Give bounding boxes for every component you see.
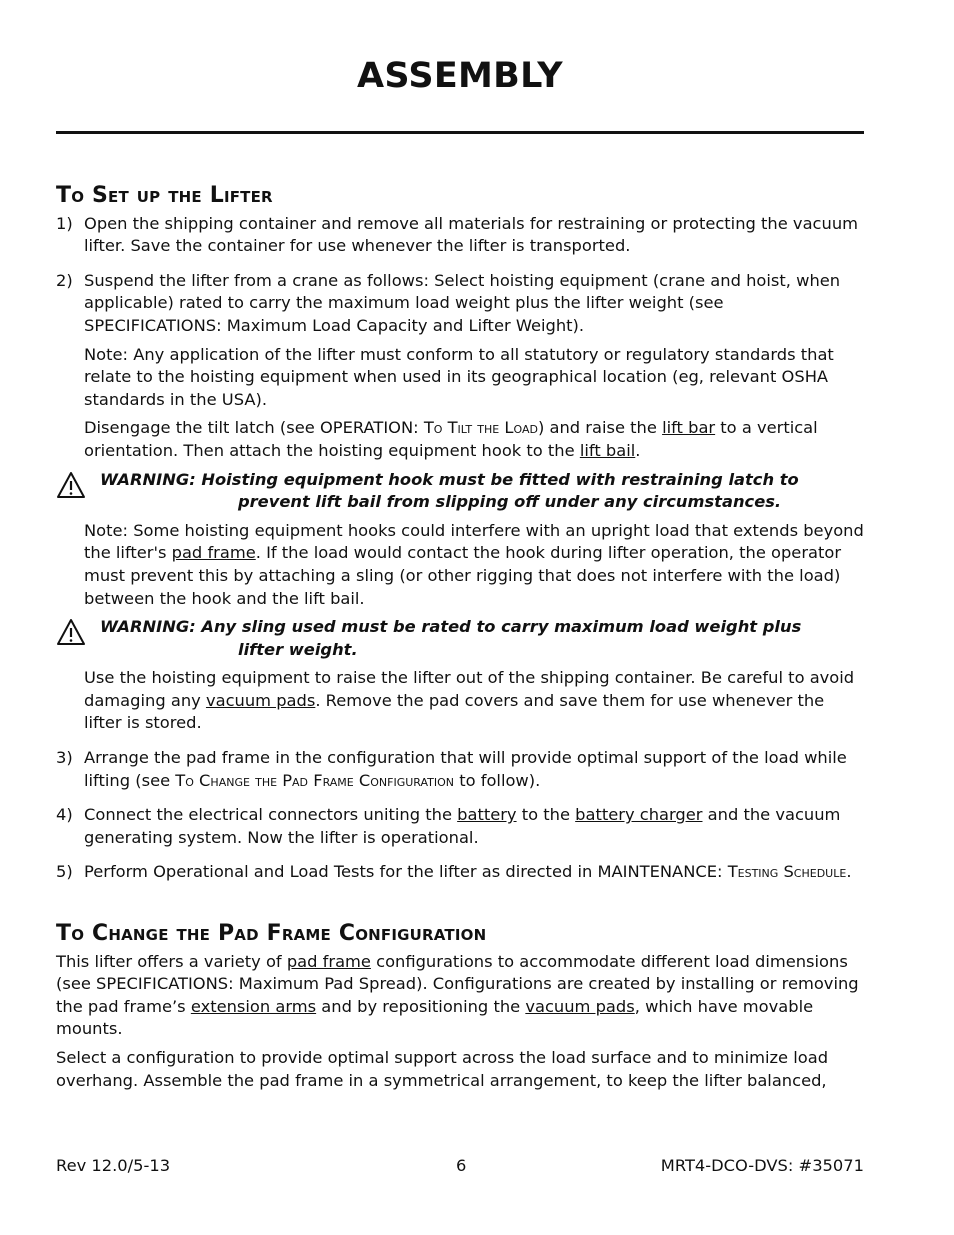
- text-run: configurations to accommodate different load dimensions (see SPECIFICATIONS: Maximum Pad Spread). Configurations are created by installing or removing the pad frame’s: [56, 951, 859, 1016]
- text-run: Connect the electrical connectors uniting the: [84, 805, 458, 825]
- text-run: . If the load would contact the hook during lifter operation, the operator must prevent this by attaching a sling (or other rigging that does not interfere with the load) between the hook and the lift bail.: [84, 543, 842, 608]
- section-heading-change-pad-frame: To Change the Pad Frame Configuration: [56, 921, 487, 947]
- text-run: Use the hoisting equipment to raise the lifter out of the shipping container. Be careful to avoid damaging any: [84, 668, 855, 710]
- text-run: Perform Operational and Load Tests for the lifter as directed in MAINTENANCE:: [84, 862, 728, 882]
- text-run: .: [846, 862, 852, 882]
- warning-line: WARNING: Hoisting equipment hook must be fitted with restraining latch to: [100, 469, 799, 489]
- text-run: Note: Some hoisting equipment hooks could interfere with an upright load that extends beyond the lifter's: [84, 520, 864, 563]
- warning-text: [100, 469, 866, 514]
- warning-line: prevent lift bail from slipping off under any circumstances.: [238, 492, 782, 512]
- term-battery: battery: [457, 805, 517, 825]
- cross-reference: Testing Schedule: [727, 862, 847, 882]
- list-number: 2): [56, 270, 73, 290]
- list-item-text: Suspend the lifter from a crane as follows: Select hoisting equipment (crane and hoist, when applicable) rated to carry the maximum load weight plus the lifter weight (see SPECIFICATIONS: Maximum Load Capacity and Lifter Weight).: [84, 270, 841, 335]
- list-item: [56, 804, 866, 849]
- list-item: [56, 861, 866, 884]
- term-vacuum-pads: vacuum pads: [525, 996, 635, 1016]
- warning-block: [56, 469, 866, 514]
- warning-line: WARNING: Any sling used must be rated to carry maximum load weight plus: [100, 617, 802, 637]
- note-paragraph: Note: Any application of the lifter must conform to all statutory or regulatory standards that relate to the hoisting equipment when used in its geographical location (eg, relevant OSHA standards in the USA).: [84, 344, 834, 409]
- warning-triangle-icon: [56, 469, 100, 514]
- term-extension-arms: extension arms: [190, 996, 317, 1016]
- text-run: to the: [516, 805, 576, 825]
- text-run: .: [635, 440, 641, 460]
- list-item-body: [84, 270, 866, 735]
- list-item-text: [84, 747, 866, 792]
- cross-reference: To Change the Pad Frame Configuration: [175, 770, 455, 790]
- term-pad-frame: pad frame: [171, 543, 256, 563]
- list-item: [56, 747, 866, 792]
- text-run: to a vertical orientation. Then attach the hoisting equipment hook to the: [84, 418, 818, 460]
- revision-label: Rev 12.0/5-13: [56, 1156, 171, 1175]
- list-item: [56, 270, 866, 735]
- text-run: This lifter offers a variety of: [56, 951, 287, 971]
- page-title: ASSEMBLY: [357, 56, 563, 96]
- body-paragraph: [56, 951, 866, 1041]
- list-number: 1): [56, 213, 73, 233]
- warning-line: lifter weight.: [238, 639, 358, 659]
- list-item-text: [84, 804, 866, 849]
- cross-reference: To Tilt the Load: [423, 418, 538, 438]
- list-item: [56, 213, 866, 258]
- text-run: and by repositioning the: [316, 996, 526, 1016]
- page-footer: [56, 1156, 864, 1180]
- list-number: 4): [56, 805, 73, 825]
- warning-block: [56, 616, 866, 661]
- text-run: Disengage the tilt latch (see OPERATION:: [84, 418, 424, 438]
- text-run: , which have movable mounts.: [56, 996, 814, 1039]
- term-lift-bar: lift bar: [662, 418, 716, 438]
- note-paragraph: [84, 520, 866, 610]
- list-item-text: Open the shipping container and remove all materials for restraining or protecting the vacuum lifter. Save the container for use whenever the lifter is transported.: [84, 213, 858, 256]
- list-item-text: [84, 861, 866, 884]
- title-divider: [56, 131, 864, 134]
- term-battery-charger: battery charger: [575, 805, 703, 825]
- term-pad-frame: pad frame: [286, 951, 371, 971]
- warning-text: [100, 616, 866, 661]
- text-run: ) and raise the: [537, 418, 663, 438]
- document-id: MRT4-DCO-DVS: #35071: [660, 1156, 864, 1175]
- page-number: 6: [456, 1156, 467, 1175]
- list-number: 3): [56, 748, 73, 768]
- text-run: to follow).: [454, 770, 541, 790]
- instruction-paragraph: [84, 667, 866, 735]
- section-heading-set-up-lifter: To Set up the Lifter: [56, 183, 273, 208]
- text-run: and the vacuum generating system. Now the lifter is operational.: [84, 805, 841, 847]
- term-vacuum-pads: vacuum pads: [205, 690, 316, 710]
- list-number: 5): [56, 862, 73, 882]
- text-run: Arrange the pad frame in the configuration that will provide optimal support of the load while lifting (see: [84, 748, 847, 790]
- warning-triangle-icon: [56, 616, 100, 661]
- document-body: [56, 170, 866, 1092]
- term-lift-bail: lift bail: [579, 440, 636, 460]
- text-run: . Remove the pad covers and save them for use whenever the lifter is stored.: [84, 690, 825, 733]
- body-paragraph: Select a configuration to provide optimal support across the load surface and to minimize load overhang. Assemble the pad frame in a symmetrical arrangement, to keep the lifter balanced,: [56, 1048, 829, 1090]
- instruction-paragraph: [84, 417, 866, 462]
